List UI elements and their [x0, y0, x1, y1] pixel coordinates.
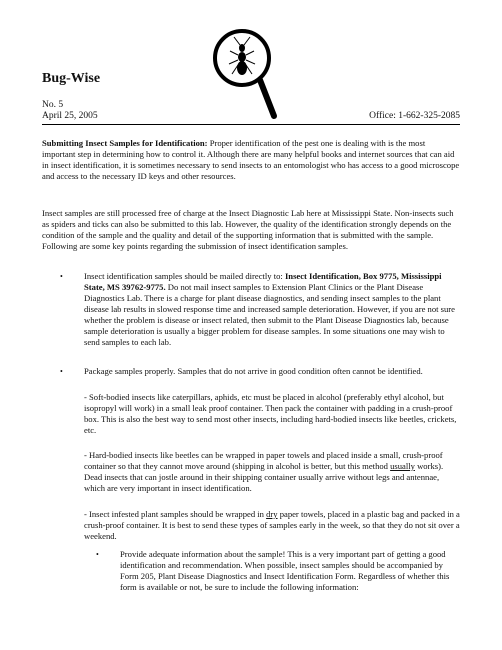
list-item: [42, 366, 460, 377]
bullet-icon: •: [60, 272, 63, 281]
office-phone: Office: 1-662-325-2085: [369, 111, 460, 121]
intro-heading: Submitting Insect Samples for Identification:: [42, 138, 208, 148]
header-divider: [42, 124, 460, 125]
hard-bodied-note: - Hard-bodied insects like beetles can be wrapped in paper towels and placed inside a small, crush-proof container so that they cannot move around (shipping in alcohol is better, but this method usually works). Dead insects that can jostle around in their shipping container usually arrive without legs and antennae, which are very important in insect identification.: [84, 450, 444, 493]
intro-paragraph: [42, 138, 460, 182]
magnifying-glass-bug-icon: [200, 20, 290, 130]
mailing-address: Insect Identification, Box 9775, Mississippi State, MS 39762-9775.: [84, 271, 442, 292]
bullet-info-text: Provide adequate information about the sample! This is a very important part of getting a good identification and recommendation. When possible, insect samples should be accompanied by Form 205, Plant Disease Diagnostics and Insect Identification Form. Regardless of whether this form is available or not, be sure to include the following information:: [120, 549, 450, 592]
soft-bodied-note: - Soft-bodied insects like caterpillars, aphids, etc must be placed in alcohol (preferably ethyl alcohol, but isopropyl will work) in a small leak proof container. Then pack the container with padding in a crush-proof box. This is also the best way to send most other insects, including hard-bodied insects like beetles, crickets, etc.: [84, 392, 457, 435]
list-item: [42, 549, 460, 593]
lab-paragraph: Insect samples are still processed free of charge at the Insect Diagnostic Lab here at Mississippi State. Non-insects such as spiders and ticks can also be submitted to this lab. However, the quality of the identification strongly depends on the condition of the sample and the quality and detail of the supporting information that is submitted with the sample. Following are some key points regarding the submission of insect identification samples.: [42, 208, 454, 251]
issue-number: No. 5: [42, 100, 64, 110]
bullet-icon: •: [60, 367, 63, 376]
bullet-package-text: Package samples properly. Samples that do not arrive in good condition often cannot be identified.: [84, 366, 423, 376]
newsletter-title: Bug-Wise: [42, 71, 101, 86]
bullet-mailing-text: Insect identification samples should be mailed directly to: Insect Identification, Box 9775, Mississippi State, MS 39762-9775. Do not mail insect samples to Extension Plant Clinics or the Plant Disease Diagnostics Lab. There is a charge for plant disease diagnostics, and sending insect samples to the plant disease lab results in slowed response time and increased sample deterioration. However, if you are not sure whether the problem is disease or insect related, then submit to the Plant Disease Diagnostics lab, because sample deterioration is usually a bigger problem for disease samples. In some situations one may wish to send samples to each lab.: [84, 271, 455, 347]
intro-body: Proper identification of the pest one is dealing with is the most important step in determining how to control it. Although there are many helpful books and internet sources that can aid in insect identification, it is sometimes necessary to send insects to an entomologist who has access to a good microscope and access to the necessary ID keys and other resources.: [42, 138, 460, 181]
plant-sample-note: - Insect infested plant samples should be wrapped in dry paper towels, placed in a plastic bag and packed in a crush-proof container. It is best to send these types of samples early in the week, so that they do not sit over a weekend.: [84, 509, 460, 541]
list-item: [42, 271, 460, 348]
issue-date: April 25, 2005: [42, 111, 98, 121]
bullet-icon: •: [96, 550, 99, 559]
